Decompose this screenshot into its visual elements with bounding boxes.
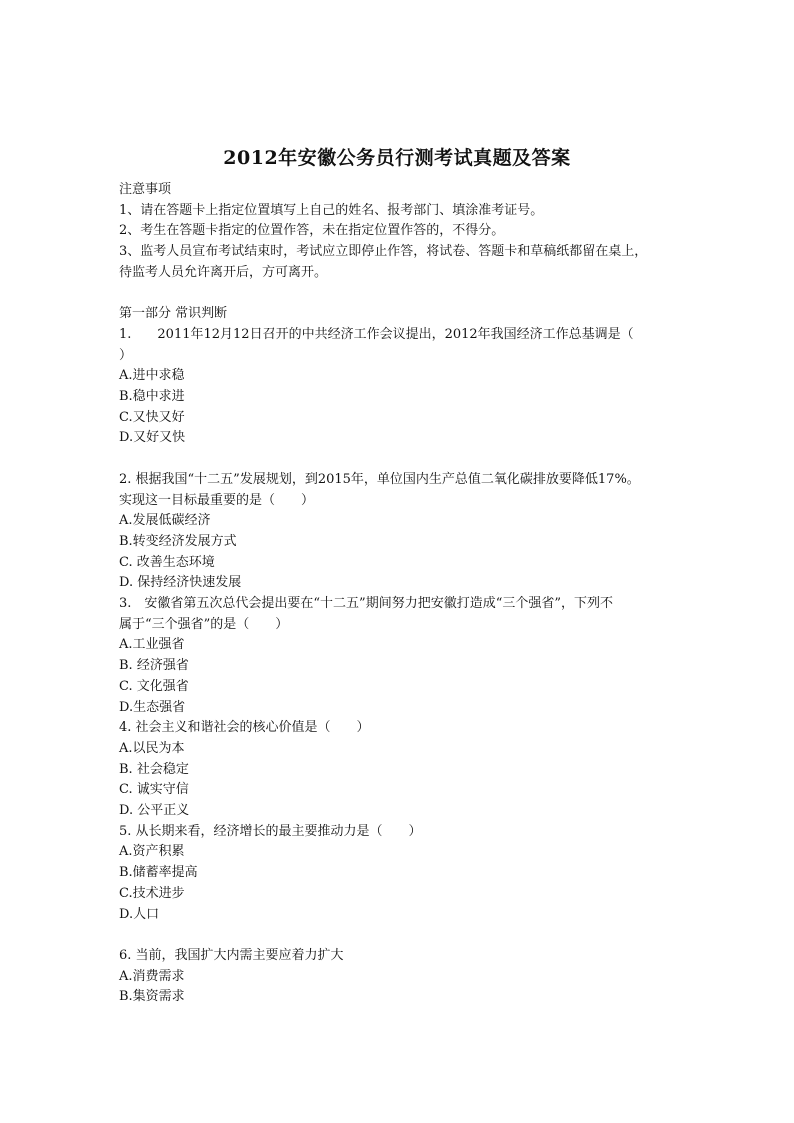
question-2-option-c: C. 改善生态环境 (119, 554, 215, 570)
question-2-stem-cont: 实现这一目标最重要的是（ ） (119, 492, 315, 508)
question-3-option-d: D.生态强省 (119, 699, 186, 715)
question-6-option-b: B.集资需求 (119, 989, 185, 1005)
notice-heading: 注意事项 (119, 182, 172, 197)
question-4-stem: 4. 社会主义和谐社会的核心价值是（ ） (119, 720, 370, 736)
notice-item: 1、请在答题卡上指定位置填写上自己的姓名、报考部门、填涂准考证号。 (119, 202, 544, 218)
spacer (119, 284, 689, 305)
question-2-option-b: B.转变经济发展方式 (119, 533, 237, 549)
question-1-option-c: C.又快又好 (119, 409, 185, 425)
document-title: 2012年安徽公务员行测考试真题及答案 (223, 147, 571, 169)
question-5-option-d: D.人口 (119, 906, 160, 922)
question-3-option-c: C. 文化强省 (119, 678, 189, 694)
question-1-stem-cont: ） (119, 347, 133, 363)
question-6-option-a: A.消费需求 (119, 968, 185, 984)
section-heading: 第一部分 常识判断 (119, 306, 228, 322)
question-2-option-d: D. 保持经济快速发展 (119, 575, 242, 591)
question-5-option-a: A.资产积累 (119, 844, 185, 860)
question-6-stem: 6. 当前，我国扩大内需主要应着力扩大 (119, 947, 344, 963)
question-2-stem: 2. 根据我国“十二五”发展规划，到2015年，单位国内生产总值二氧化碳排放要降低17%。 (119, 471, 640, 487)
question-4-option-a: A.以民为本 (119, 740, 185, 756)
question-3-option-b: B. 经济强省 (119, 658, 189, 674)
notice-item: 2、考生在答题卡指定的位置作答，未在指定位置作答的，不得分。 (119, 223, 505, 239)
document-body (119, 180, 689, 1008)
question-4-option-c: C. 诚实守信 (119, 782, 189, 798)
question-3-option-a: A.工业强省 (119, 637, 185, 653)
question-5-option-b: B.储蓄率提高 (119, 865, 198, 881)
spacer (119, 925, 689, 946)
question-1-stem: 1. 2011年12月12日召开的中共经济工作会议提出，2012年我国经济工作总基调是（ (119, 326, 634, 342)
question-1-option-d: D.又好又快 (119, 430, 186, 446)
question-4-option-b: B. 社会稳定 (119, 761, 189, 777)
spacer (119, 449, 689, 470)
notice-item: 3、监考人员宣布考试结束时，考试应立即停止作答，将试卷、答题卡和草稿纸都留在桌上， (119, 244, 648, 260)
question-3-stem-cont: 属于“三个强省”的是（ ） (119, 616, 289, 632)
question-5-stem: 5. 从长期来看，经济增长的最主要推动力是（ ） (119, 823, 422, 839)
question-5-option-c: C.技术进步 (119, 885, 185, 901)
question-2-option-a: A.发展低碳经济 (119, 513, 211, 529)
question-3-stem: 3. 安徽省第五次总代会提出要在“十二五”期间努力把安徽打造成“三个强省”，下列不 (119, 596, 613, 612)
question-1-option-a: A.进中求稳 (119, 368, 185, 384)
question-4-option-d: D. 公平正义 (119, 803, 190, 819)
question-1-option-b: B.稳中求进 (119, 389, 185, 405)
notice-item: 待监考人员允许离开后，方可离开。 (119, 264, 328, 280)
